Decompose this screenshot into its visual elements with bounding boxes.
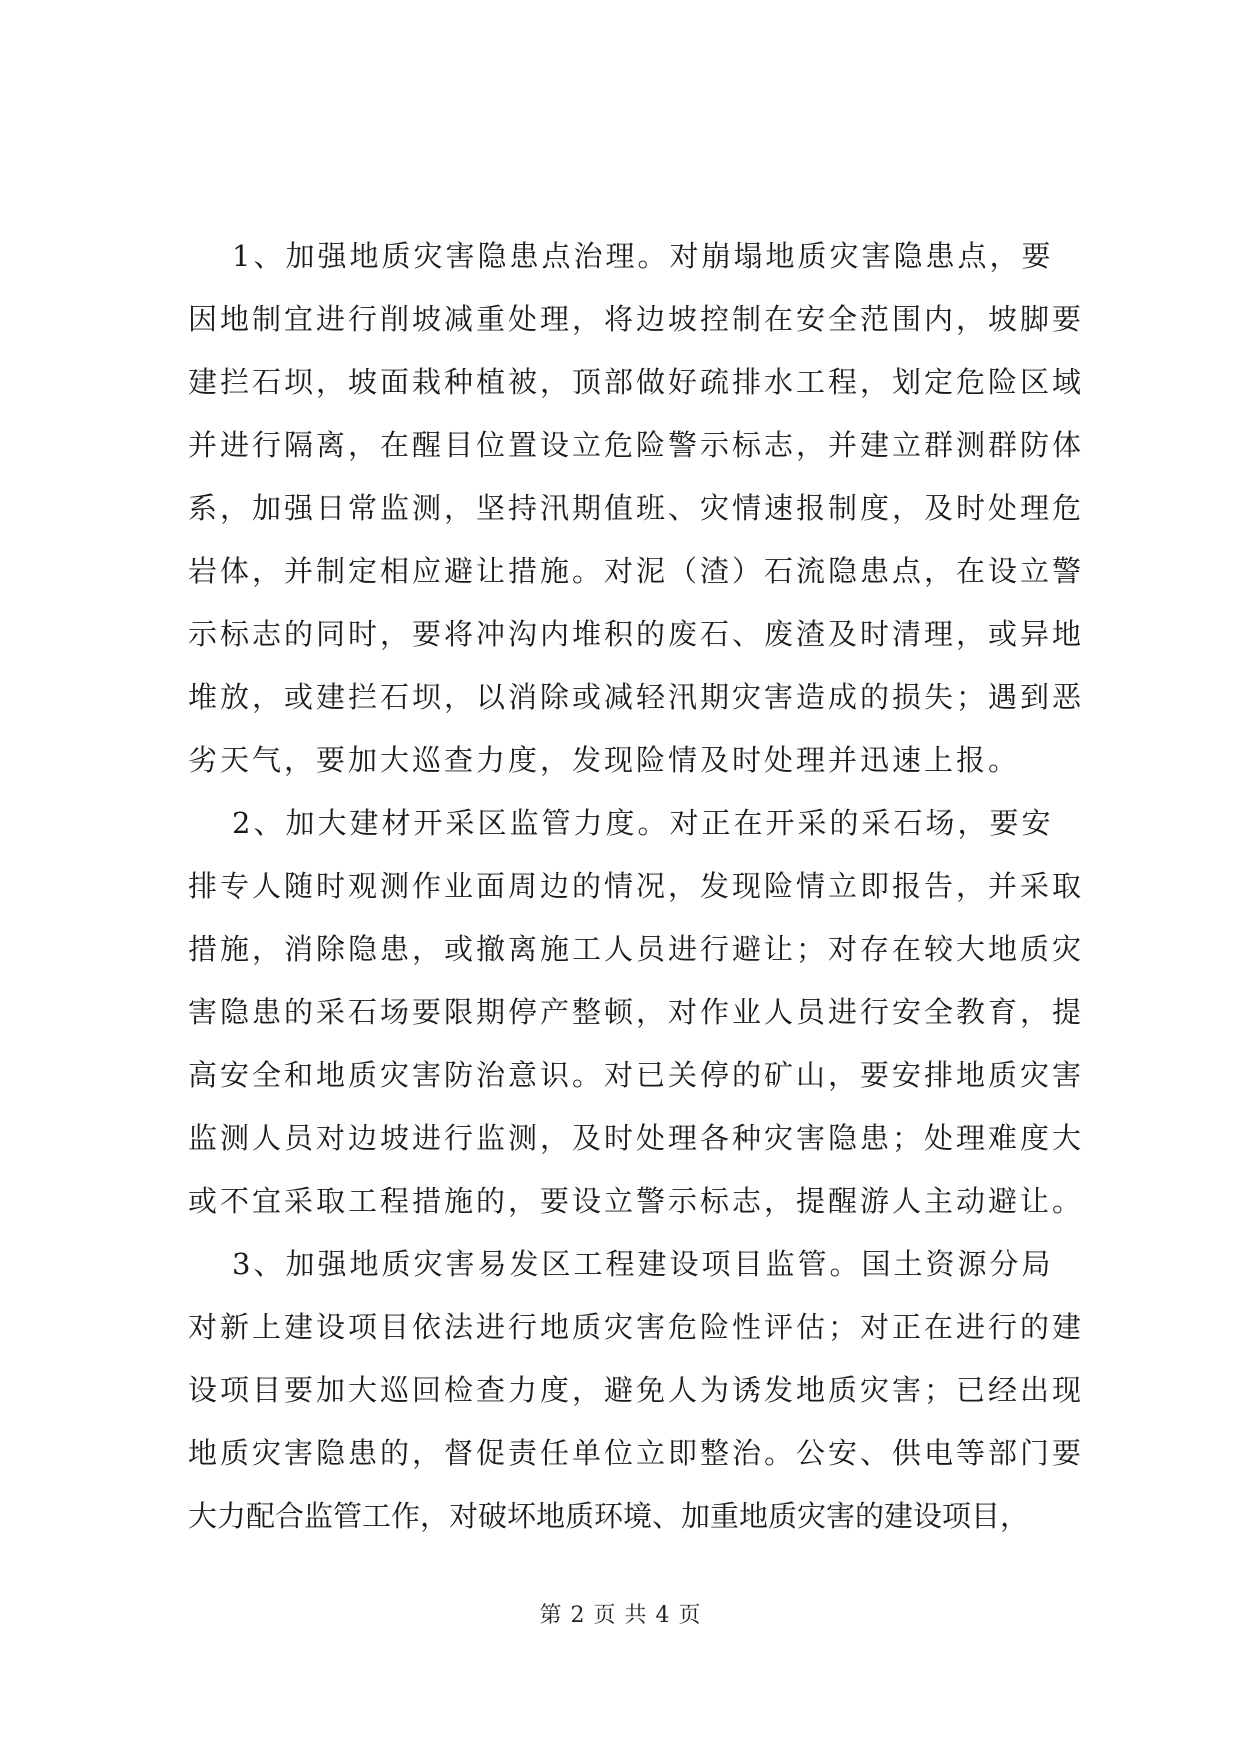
paragraph-3-line-5: 大力配合监管工作，对破坏地质环境、加重地质灾害的建设项目， (188, 1499, 1030, 1533)
paragraph-3-line-3: 设项目要加大巡回检查力度，避免人为诱发地质灾害；已经出现 (188, 1373, 1085, 1407)
paragraph-2-line-6: 监测人员对边坡进行监测，及时处理各种灾害隐患；处理难度大 (188, 1121, 1085, 1155)
paragraph-1-line-3: 建拦石坝，坡面栽种植被，顶部做好疏排水工程，划定危险区域 (188, 365, 1085, 399)
body-text (188, 225, 1088, 1548)
paragraph-1-line-1: 1、加强地质灾害隐患点治理。对崩塌地质灾害隐患点，要 (232, 239, 1054, 273)
paragraph-1-line-6: 岩体，并制定相应避让措施。对泥（渣）石流隐患点，在设立警 (188, 554, 1085, 588)
paragraph-3-line-2: 对新上建设项目依法进行地质灾害危险性评估；对正在进行的建 (188, 1310, 1085, 1344)
paragraph-1-line-2: 因地制宜进行削坡减重处理，将边坡控制在安全范围内，坡脚要 (188, 302, 1085, 336)
paragraph-3-line-4: 地质灾害隐患的，督促责任单位立即整治。公安、供电等部门要 (188, 1436, 1085, 1470)
paragraph-1-line-5: 系，加强日常监测，坚持汛期值班、灾情速报制度，及时处理危 (188, 491, 1085, 525)
paragraph-2-line-2: 排专人随时观测作业面周边的情况，发现险情立即报告，并采取 (188, 869, 1085, 903)
paragraph-1-line-7: 示标志的同时，要将冲沟内堆积的废石、废渣及时清理，或异地 (188, 617, 1085, 651)
paragraph-2-line-7: 或不宜采取工程措施的，要设立警示标志，提醒游人主动避让。 (188, 1184, 1085, 1218)
paragraph-2-line-1: 2、加大建材开采区监管力度。对正在开采的采石场，要安 (232, 806, 1054, 840)
paragraph-2-line-5: 高安全和地质灾害防治意识。对已关停的矿山，要安排地质灾害 (188, 1058, 1085, 1092)
page-number-footer: 第 2 页 共 4 页 (539, 1603, 702, 1628)
paragraph-1-line-4: 并进行隔离，在醒目位置设立危险警示标志，并建立群测群防体 (188, 428, 1085, 462)
paragraph-2-line-3: 措施，消除隐患，或撤离施工人员进行避让；对存在较大地质灾 (188, 932, 1085, 966)
paragraph-1-line-8: 堆放，或建拦石坝，以消除或减轻汛期灾害造成的损失；遇到恶 (188, 680, 1085, 714)
paragraph-2-line-4: 害隐患的采石场要限期停产整顿，对作业人员进行安全教育，提 (188, 995, 1085, 1029)
paragraph-1-line-9: 劣天气，要加大巡查力度，发现险情及时处理并迅速上报。 (188, 743, 1021, 777)
paragraph-3-line-1: 3、加强地质灾害易发区工程建设项目监管。国土资源分局 (232, 1247, 1054, 1281)
